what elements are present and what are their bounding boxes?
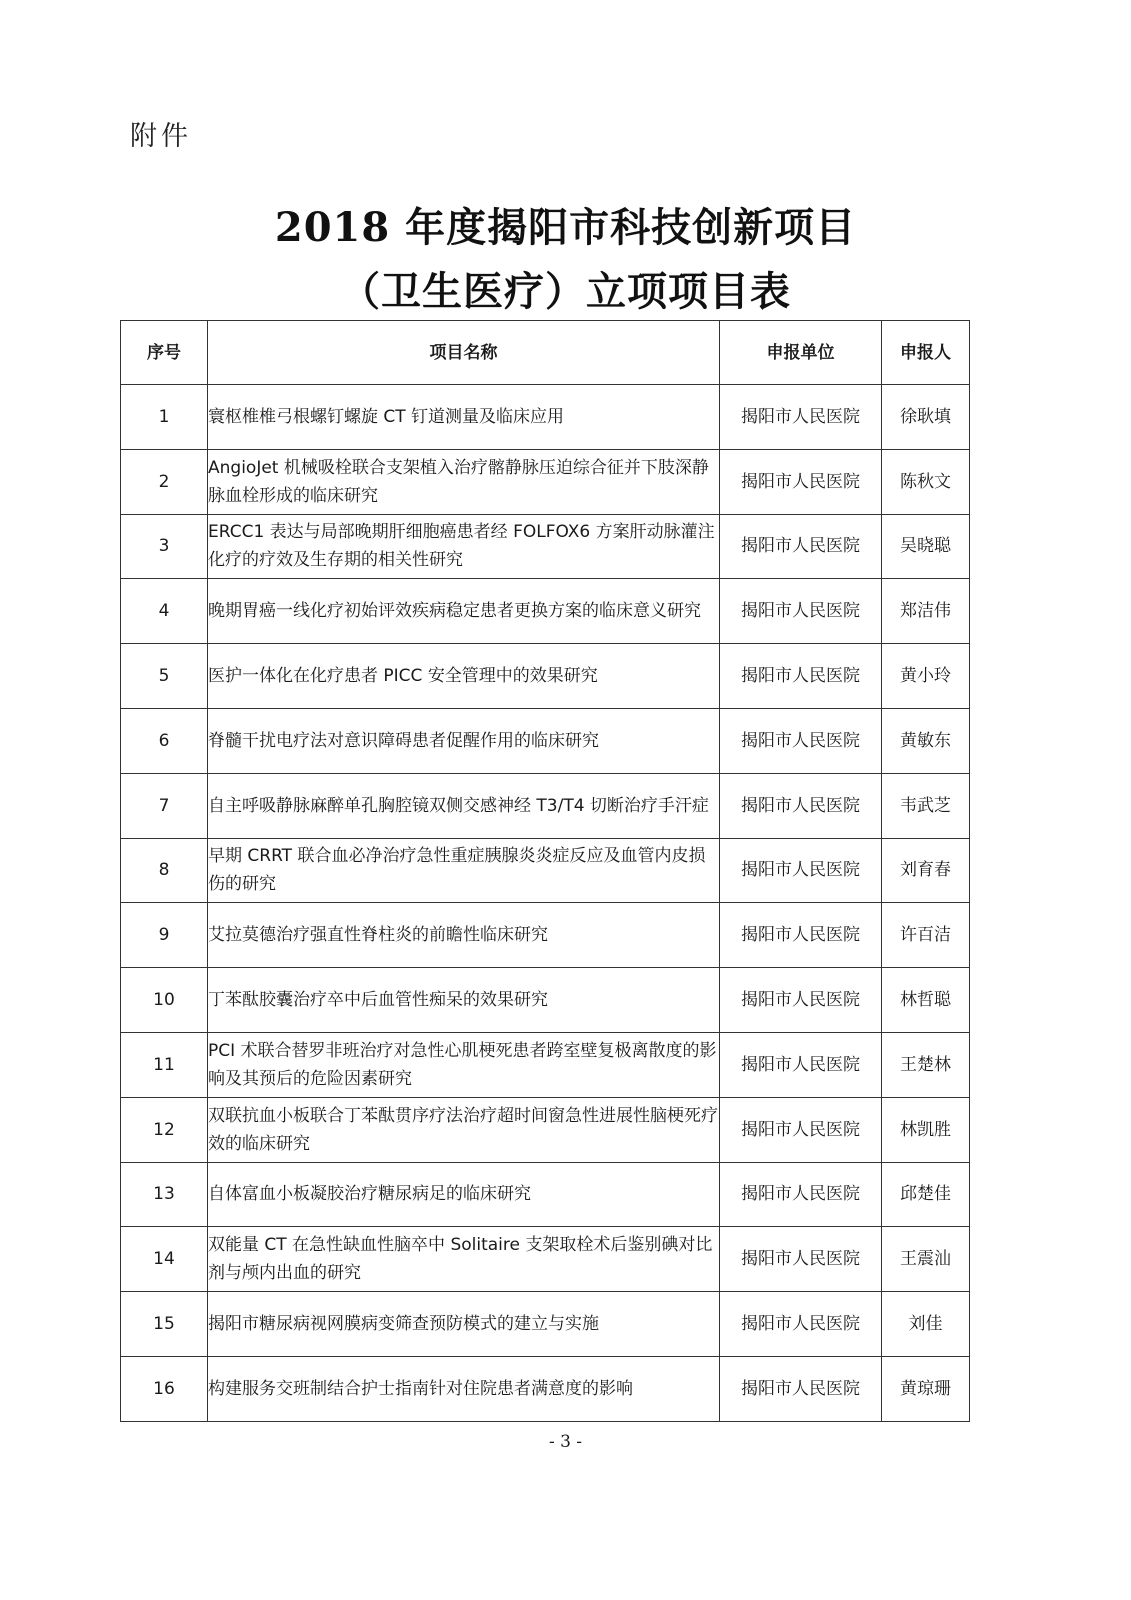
table-row [121, 773, 970, 838]
row-project-name: PCI 术联合替罗非班治疗对急性心肌梗死患者跨室壁复极离散度的影响及其预后的危险因素研究 [208, 1032, 720, 1097]
row-no: 6 [121, 708, 208, 773]
header-applicant: 申报人 [882, 321, 970, 385]
row-unit: 揭阳市人民医院 [720, 773, 882, 838]
row-project-name: 晚期胃癌一线化疗初始评效疾病稳定患者更换方案的临床意义研究 [208, 579, 720, 644]
row-unit: 揭阳市人民医院 [720, 385, 882, 450]
row-applicant: 陈秋文 [882, 449, 970, 514]
row-project-name: AngioJet 机械吸栓联合支架植入治疗髂静脉压迫综合征并下肢深静脉血栓形成的临床研究 [208, 449, 720, 514]
document-title-line1: 2018 年度揭阳市科技创新项目 [274, 204, 857, 251]
row-unit: 揭阳市人民医院 [720, 1356, 882, 1421]
table-row [121, 579, 970, 644]
row-project-name: 早期 CRRT 联合血必净治疗急性重症胰腺炎炎症反应及血管内皮损伤的研究 [208, 838, 720, 903]
table-row [121, 838, 970, 903]
table-row [121, 1032, 970, 1097]
document-title-line2: （卫生医疗）立项项目表 [340, 268, 791, 315]
row-no: 16 [121, 1356, 208, 1421]
row-project-name: 揭阳市糖尿病视网膜病变筛查预防模式的建立与实施 [208, 1292, 720, 1357]
row-project-name: 自体富血小板凝胶治疗糖尿病足的临床研究 [208, 1162, 720, 1227]
row-no: 5 [121, 644, 208, 709]
row-project-name: 脊髓干扰电疗法对意识障碍患者促醒作用的临床研究 [208, 708, 720, 773]
row-no: 8 [121, 838, 208, 903]
row-project-name: 艾拉莫德治疗强直性脊柱炎的前瞻性临床研究 [208, 903, 720, 968]
row-unit: 揭阳市人民医院 [720, 514, 882, 579]
row-unit: 揭阳市人民医院 [720, 1162, 882, 1227]
row-no: 3 [121, 514, 208, 579]
row-project-name: 丁苯酞胶囊治疗卒中后血管性痴呆的效果研究 [208, 968, 720, 1033]
table-row [121, 708, 970, 773]
row-unit: 揭阳市人民医院 [720, 644, 882, 709]
row-no: 10 [121, 968, 208, 1033]
row-unit: 揭阳市人民医院 [720, 903, 882, 968]
row-unit: 揭阳市人民医院 [720, 838, 882, 903]
row-unit: 揭阳市人民医院 [720, 1097, 882, 1162]
row-unit: 揭阳市人民医院 [720, 708, 882, 773]
row-no: 13 [121, 1162, 208, 1227]
table-row [121, 968, 970, 1033]
row-project-name: 双联抗血小板联合丁苯酞贯序疗法治疗超时间窗急性进展性脑梗死疗效的临床研究 [208, 1097, 720, 1162]
row-project-name: 双能量 CT 在急性缺血性脑卒中 Solitaire 支架取栓术后鉴别碘对比剂与颅内出血的研究 [208, 1227, 720, 1292]
project-table [120, 320, 970, 1422]
table-row [121, 903, 970, 968]
row-unit: 揭阳市人民医院 [720, 1032, 882, 1097]
table-header-row [121, 321, 970, 385]
row-project-name: 医护一体化在化疗患者 PICC 安全管理中的效果研究 [208, 644, 720, 709]
row-applicant: 黄琼珊 [882, 1356, 970, 1421]
header-unit: 申报单位 [720, 321, 882, 385]
table-row [121, 1227, 970, 1292]
attachment-label: 附件 [130, 121, 192, 152]
row-applicant: 黄敏东 [882, 708, 970, 773]
row-applicant: 林凯胜 [882, 1097, 970, 1162]
table-row [121, 1356, 970, 1421]
row-no: 4 [121, 579, 208, 644]
row-applicant: 刘佳 [882, 1292, 970, 1357]
row-applicant: 徐耿填 [882, 385, 970, 450]
row-unit: 揭阳市人民医院 [720, 1227, 882, 1292]
row-no: 12 [121, 1097, 208, 1162]
row-applicant: 邱楚佳 [882, 1162, 970, 1227]
row-no: 11 [121, 1032, 208, 1097]
row-applicant: 韦武芝 [882, 773, 970, 838]
page-number: - 3 - [548, 1432, 583, 1452]
row-applicant: 吴晓聪 [882, 514, 970, 579]
row-unit: 揭阳市人民医院 [720, 968, 882, 1033]
table-row [121, 1097, 970, 1162]
row-applicant: 许百洁 [882, 903, 970, 968]
table-row [121, 514, 970, 579]
row-applicant: 刘育春 [882, 838, 970, 903]
row-no: 9 [121, 903, 208, 968]
row-no: 14 [121, 1227, 208, 1292]
row-no: 7 [121, 773, 208, 838]
row-project-name: ERCC1 表达与局部晚期肝细胞癌患者经 FOLFOX6 方案肝动脉灌注化疗的疗效及生存期的相关性研究 [208, 514, 720, 579]
row-no: 15 [121, 1292, 208, 1357]
row-unit: 揭阳市人民医院 [720, 449, 882, 514]
row-applicant: 王楚林 [882, 1032, 970, 1097]
row-applicant: 郑洁伟 [882, 579, 970, 644]
header-no: 序号 [121, 321, 208, 385]
row-project-name: 寰枢椎椎弓根螺钉螺旋 CT 钉道测量及临床应用 [208, 385, 720, 450]
row-applicant: 林哲聪 [882, 968, 970, 1033]
header-project-name: 项目名称 [208, 321, 720, 385]
table-row [121, 1292, 970, 1357]
table-row [121, 385, 970, 450]
row-project-name: 自主呼吸静脉麻醉单孔胸腔镜双侧交感神经 T3/T4 切断治疗手汗症 [208, 773, 720, 838]
table-row [121, 449, 970, 514]
table-row [121, 644, 970, 709]
row-applicant: 黄小玲 [882, 644, 970, 709]
row-unit: 揭阳市人民医院 [720, 1292, 882, 1357]
row-no: 1 [121, 385, 208, 450]
row-project-name: 构建服务交班制结合护士指南针对住院患者满意度的影响 [208, 1356, 720, 1421]
row-no: 2 [121, 449, 208, 514]
row-applicant: 王震汕 [882, 1227, 970, 1292]
table-row [121, 1162, 970, 1227]
row-unit: 揭阳市人民医院 [720, 579, 882, 644]
